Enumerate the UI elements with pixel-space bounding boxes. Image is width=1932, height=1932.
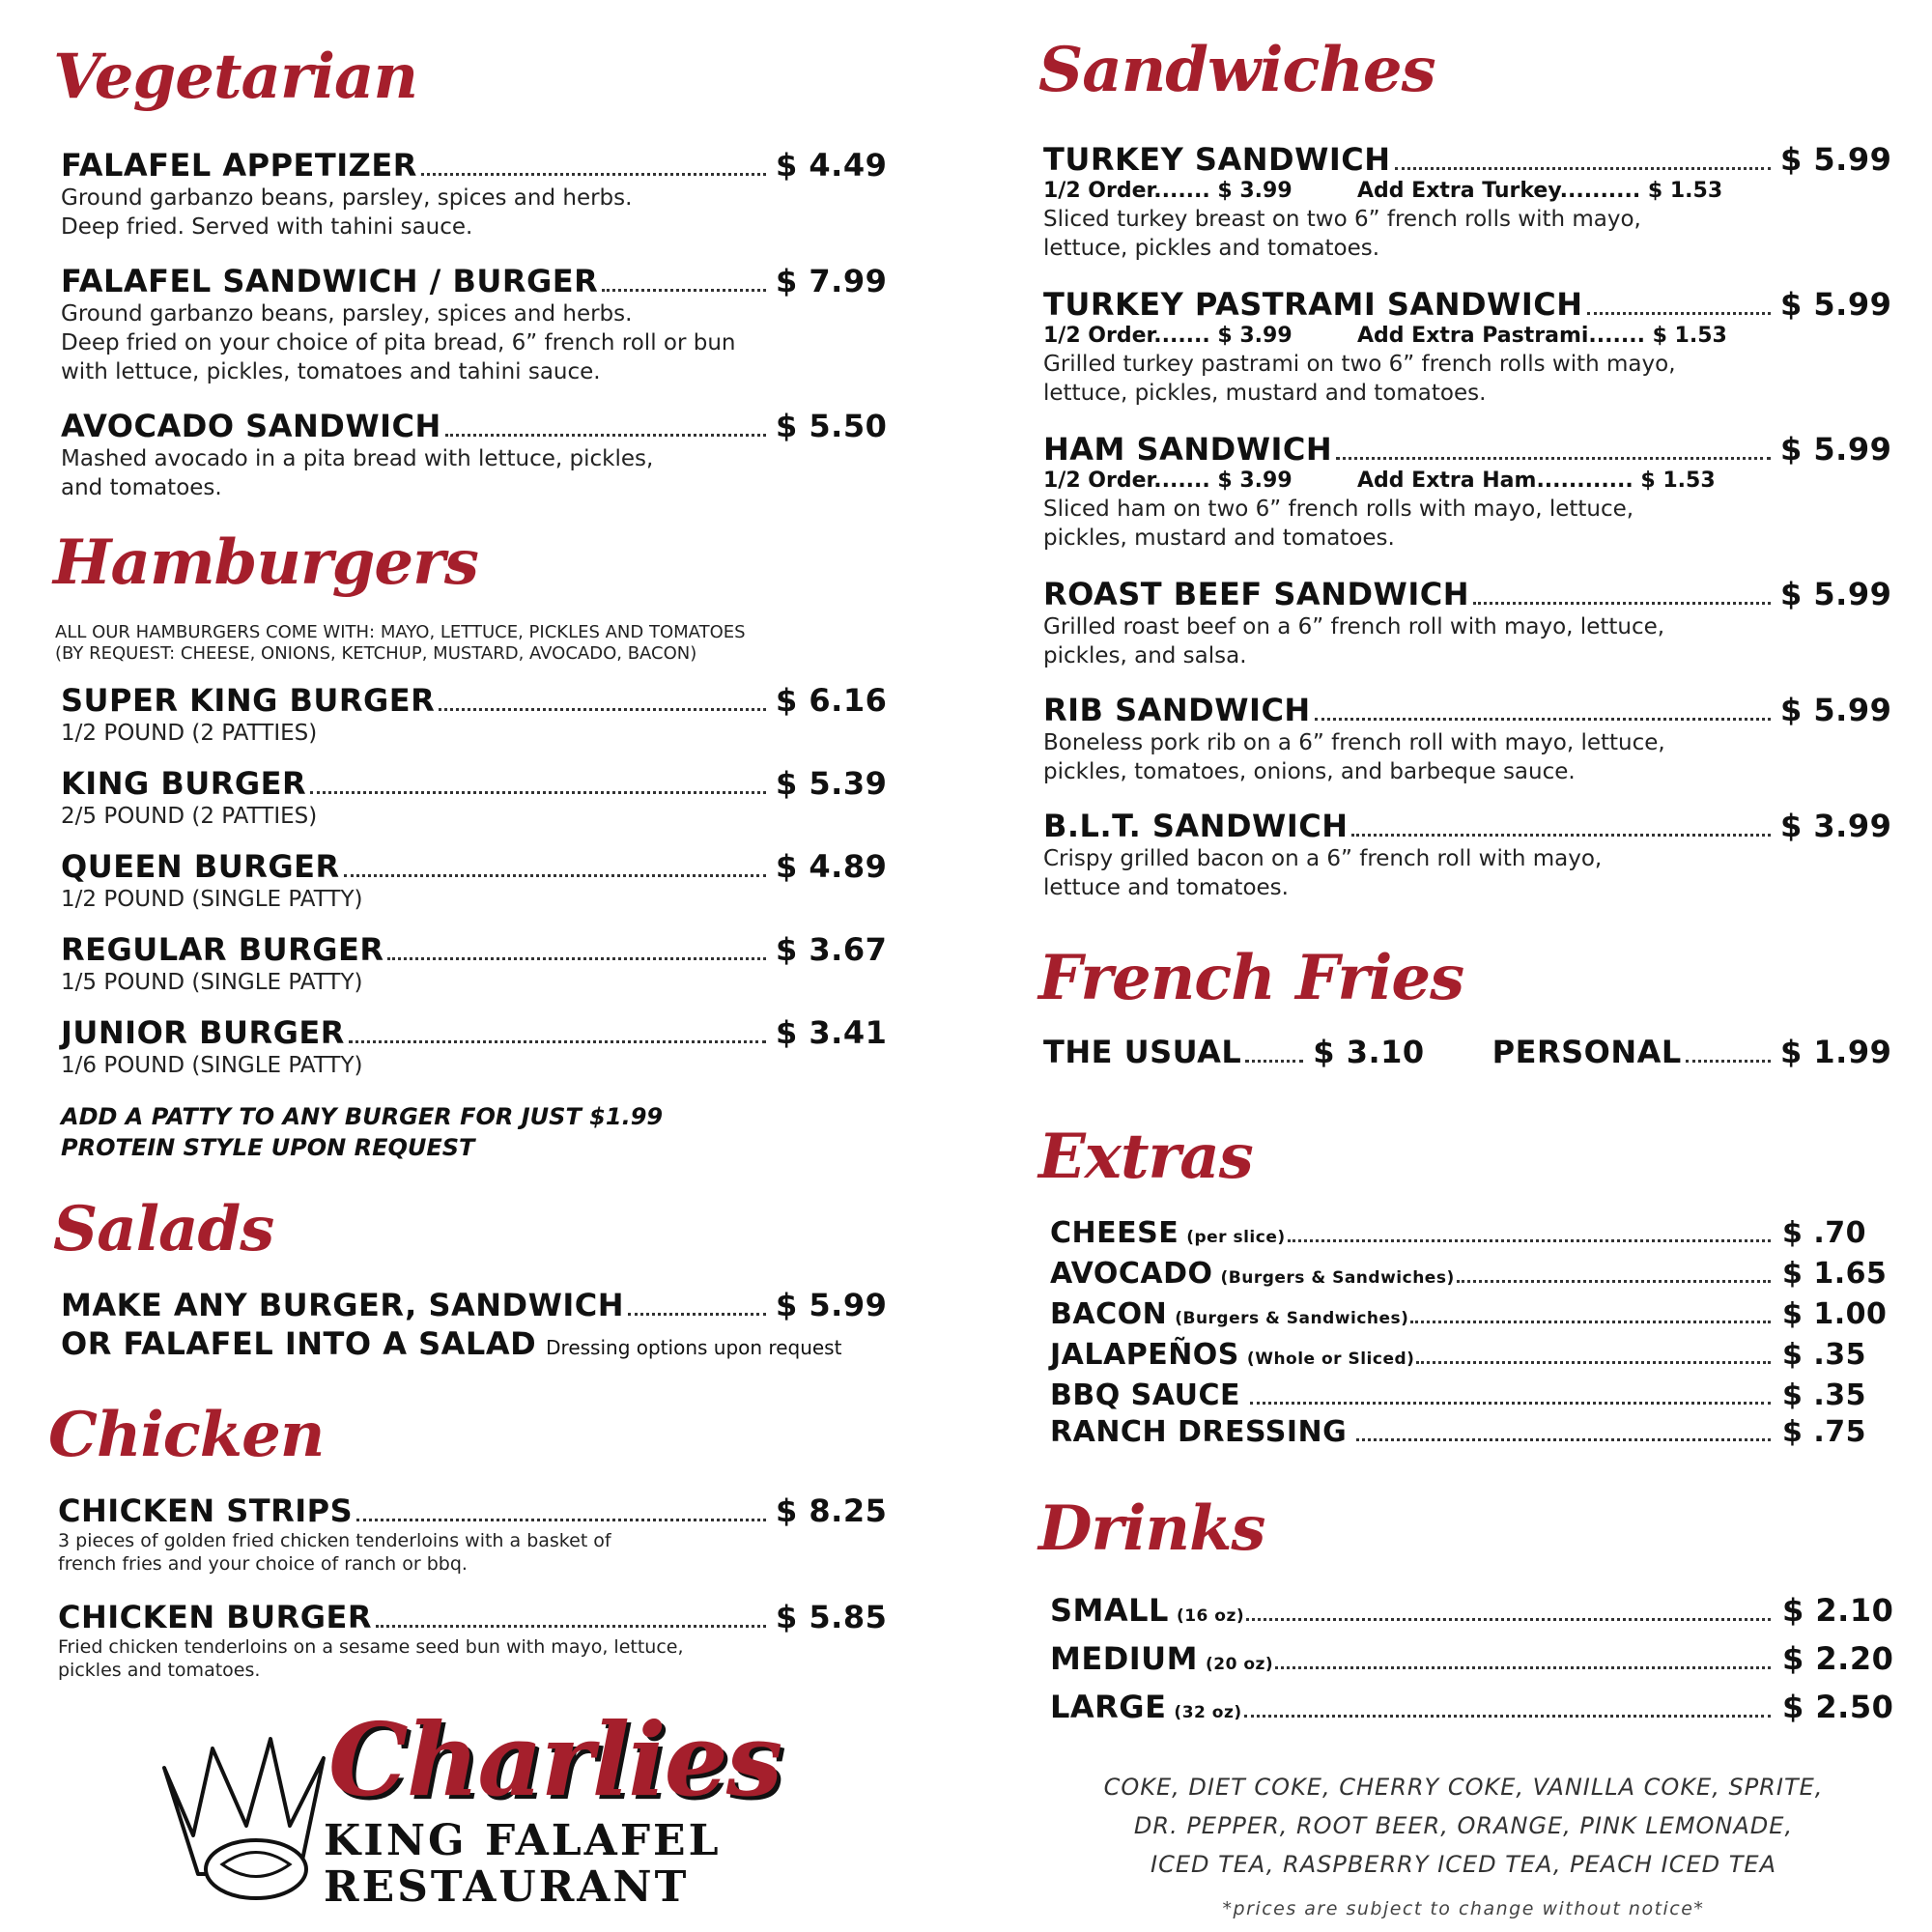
drink-row: SMALL (16 oz) $ 2.10	[1050, 1592, 1894, 1629]
fries-usual-price: $ 3.10	[1313, 1034, 1425, 1070]
menu-item-falafel-sandwich	[61, 263, 888, 386]
logo-line: RESTAURANT	[324, 1862, 690, 1912]
menu-item-burger	[61, 682, 888, 748]
item-desc: 1/6 POUND (SINGLE PATTY)	[61, 1053, 363, 1078]
salad-note: Dressing options upon request	[546, 1336, 842, 1359]
hamburgers-note: ALL OUR HAMBURGERS COME WITH: MAYO, LETTUCE, PICKLES AND TOMATOES	[55, 622, 746, 642]
item-price: $ 3.99	[1780, 808, 1892, 844]
extra-row: BACON (Burgers & Sandwiches) $ 1.00	[1050, 1297, 1888, 1331]
item-desc: 1/2 POUND (SINGLE PATTY)	[61, 887, 363, 912]
item-price: $ 5.99	[1780, 692, 1892, 728]
item-desc: Fried chicken tenderloins on a sesame seed bun with mayo, lettuce,	[58, 1636, 684, 1658]
item-desc: Mashed avocado in a pita bread with lettuce, pickles,	[61, 446, 654, 471]
item-price: $ 5.99	[1780, 141, 1892, 178]
item-name: TURKEY PASTRAMI SANDWICH	[1043, 286, 1583, 323]
item-name: AVOCADO SANDWICH	[61, 408, 441, 444]
item-desc: Sliced ham on two 6” french rolls with mayo, lettuce,	[1043, 497, 1634, 522]
item-desc: with lettuce, pickles, tomatoes and tahini sauce.	[61, 359, 601, 384]
extras-list	[1050, 1215, 1889, 1451]
item-price: $ 5.50	[776, 408, 888, 444]
fries-personal-price: $ 1.99	[1780, 1034, 1892, 1070]
item-desc: Boneless pork rib on a 6” french roll with mayo, lettuce,	[1043, 730, 1665, 755]
salad-line: OR FALAFEL INTO A SALAD	[61, 1325, 537, 1362]
item-price: $ 5.39	[776, 765, 888, 802]
menu-item-burger	[61, 1014, 888, 1080]
drink-flavors: COKE, DIET COKE, CHERRY COKE, VANILLA COKE, SPRITE,	[1103, 1774, 1824, 1801]
item-price: $ 5.99	[1780, 576, 1892, 612]
item-price: $ 3.41	[776, 1014, 888, 1051]
menu-item-blt-sandwich	[1043, 808, 1892, 902]
item-desc: lettuce and tomatoes.	[1043, 875, 1289, 900]
item-desc: lettuce, pickles, mustard and tomatoes.	[1043, 381, 1487, 406]
drink-row: MEDIUM (20 oz) $ 2.20	[1050, 1640, 1894, 1677]
crown-icon	[155, 1729, 348, 1903]
item-name: HAM SANDWICH	[1043, 431, 1333, 468]
extra-row: JALAPEÑOS (Whole or Sliced) $ .35	[1050, 1338, 1866, 1372]
extra-row: CHEESE (per slice) $ .70	[1050, 1216, 1866, 1250]
menu-item-ham-sandwich	[1043, 431, 1892, 553]
item-name: CHICKEN BURGER	[58, 1599, 373, 1635]
item-name: FALAFEL SANDWICH / BURGER	[61, 263, 599, 299]
menu-item-chicken-strips	[58, 1492, 888, 1576]
item-desc: pickles, mustard and tomatoes.	[1043, 526, 1395, 551]
item-desc: french fries and your choice of ranch or bbq.	[58, 1553, 468, 1575]
extra-row: BBQ SAUCE $ .35	[1050, 1378, 1866, 1412]
item-desc: lettuce, pickles and tomatoes.	[1043, 236, 1380, 261]
item-price: $ 5.99	[1780, 431, 1892, 468]
burger-promo: ADD A PATTY TO ANY BURGER FOR JUST $1.99	[61, 1103, 664, 1130]
item-desc: Deep fried on your choice of pita bread, 6” french roll or bun	[61, 330, 736, 355]
item-desc: and tomatoes.	[61, 475, 222, 500]
item-price: $ 3.67	[776, 931, 888, 968]
menu-item-avocado-sandwich	[61, 408, 888, 502]
item-desc: Ground garbanzo beans, parsley, spices and herbs.	[61, 185, 633, 211]
drink-row: LARGE (32 oz) $ 2.50	[1050, 1689, 1894, 1725]
section-title-salads: Salads	[53, 1193, 274, 1265]
item-price: $ 7.99	[776, 263, 888, 299]
half-order: 1/2 Order....... $ 3.99	[1043, 324, 1293, 348]
item-price: $ 5.99	[776, 1287, 888, 1323]
item-price: $ 4.89	[776, 848, 888, 885]
item-name: ROAST BEEF SANDWICH	[1043, 576, 1469, 612]
fries-personal-name: PERSONAL	[1492, 1034, 1682, 1070]
menu-item-turkey-pastrami-sandwich	[1043, 286, 1892, 408]
item-price: $ 6.16	[776, 682, 888, 719]
menu-item-salad	[61, 1287, 888, 1362]
item-desc: Sliced turkey breast on two 6” french rolls with mayo,	[1043, 207, 1641, 232]
item-desc: pickles and tomatoes.	[58, 1660, 261, 1681]
menu-item-turkey-sandwich	[1043, 141, 1892, 263]
menu-item-rib-sandwich	[1043, 692, 1892, 786]
half-order: 1/2 Order....... $ 3.99	[1043, 179, 1293, 203]
item-name: SUPER KING BURGER	[61, 682, 436, 719]
section-title-sandwiches: Sandwiches	[1038, 34, 1435, 106]
menu-item-burger	[61, 765, 888, 831]
menu-item-fries	[1043, 1034, 1892, 1070]
half-order: 1/2 Order....... $ 3.99	[1043, 469, 1293, 493]
item-name: JUNIOR BURGER	[61, 1014, 345, 1051]
menu-item-chicken-burger	[58, 1599, 888, 1682]
item-name: FALAFEL APPETIZER	[61, 147, 417, 184]
item-desc: 2/5 POUND (2 PATTIES)	[61, 804, 318, 829]
item-name: REGULAR BURGER	[61, 931, 384, 968]
item-name: B.L.T. SANDWICH	[1043, 808, 1349, 844]
logo-name: Charlies	[328, 1700, 781, 1819]
drinks-list-prices	[1050, 1589, 1894, 1734]
extra-add: Add Extra Ham............ $ 1.53	[1357, 469, 1716, 493]
item-name: TURKEY SANDWICH	[1043, 141, 1391, 178]
salad-line: MAKE ANY BURGER, SANDWICH	[61, 1287, 625, 1323]
item-price: $ 5.99	[1780, 286, 1892, 323]
item-desc: pickles, tomatoes, onions, and barbeque sauce.	[1043, 759, 1576, 784]
item-desc: Grilled roast beef on a 6” french roll with mayo, lettuce,	[1043, 614, 1665, 639]
fries-usual-name: THE USUAL	[1043, 1034, 1242, 1070]
item-desc: pickles, and salsa.	[1043, 643, 1247, 668]
item-name: QUEEN BURGER	[61, 848, 340, 885]
item-desc: 1/2 POUND (2 PATTIES)	[61, 721, 318, 746]
extra-row: AVOCADO (Burgers & Sandwiches) $ 1.65	[1050, 1257, 1888, 1291]
section-title-french-fries: French Fries	[1038, 942, 1464, 1014]
item-desc: Ground garbanzo beans, parsley, spices and herbs.	[61, 301, 633, 327]
restaurant-logo	[155, 1700, 811, 1913]
item-name: RIB SANDWICH	[1043, 692, 1311, 728]
item-name: CHICKEN STRIPS	[58, 1492, 354, 1529]
section-title-chicken: Chicken	[48, 1399, 325, 1471]
item-price: $ 5.85	[776, 1599, 888, 1635]
section-title-hamburgers: Hamburgers	[53, 526, 478, 599]
drink-flavors: DR. PEPPER, ROOT BEER, ORANGE, PINK LEMONADE,	[1133, 1812, 1794, 1839]
menu-item-roast-beef-sandwich	[1043, 576, 1892, 670]
section-title-vegetarian: Vegetarian	[53, 41, 418, 113]
drink-flavors: ICED TEA, RASPBERRY ICED TEA, PEACH ICED TEA	[1150, 1851, 1777, 1878]
item-desc: 3 pieces of golden fried chicken tenderloins with a basket of	[58, 1530, 611, 1551]
price-footnote: *prices are subject to change without notice*	[1222, 1898, 1705, 1919]
item-desc: Deep fried. Served with tahini sauce.	[61, 214, 473, 240]
menu-item-burger	[61, 848, 888, 914]
section-title-extras: Extras	[1038, 1121, 1253, 1193]
extra-add: Add Extra Pastrami....... $ 1.53	[1357, 324, 1727, 348]
menu-item-burger	[61, 931, 888, 997]
item-desc: Grilled turkey pastrami on two 6” french rolls with mayo,	[1043, 352, 1676, 377]
item-name: KING BURGER	[61, 765, 307, 802]
item-desc: 1/5 POUND (SINGLE PATTY)	[61, 970, 363, 995]
extra-add: Add Extra Turkey.......... $ 1.53	[1357, 179, 1723, 203]
burger-promo: PROTEIN STYLE UPON REQUEST	[61, 1134, 475, 1161]
item-price: $ 4.49	[776, 147, 888, 184]
item-desc: Crispy grilled bacon on a 6” french roll with mayo,	[1043, 846, 1603, 871]
logo-line: KING FALAFEL	[324, 1816, 722, 1865]
section-title-drinks: Drinks	[1038, 1492, 1265, 1565]
extra-row: RANCH DRESSING $ .75	[1050, 1415, 1866, 1449]
item-price: $ 8.25	[776, 1492, 888, 1529]
menu-item-falafel-appetizer	[61, 147, 888, 242]
hamburgers-note: (BY REQUEST: CHEESE, ONIONS, KETCHUP, MUSTARD, AVOCADO, BACON)	[55, 643, 697, 664]
